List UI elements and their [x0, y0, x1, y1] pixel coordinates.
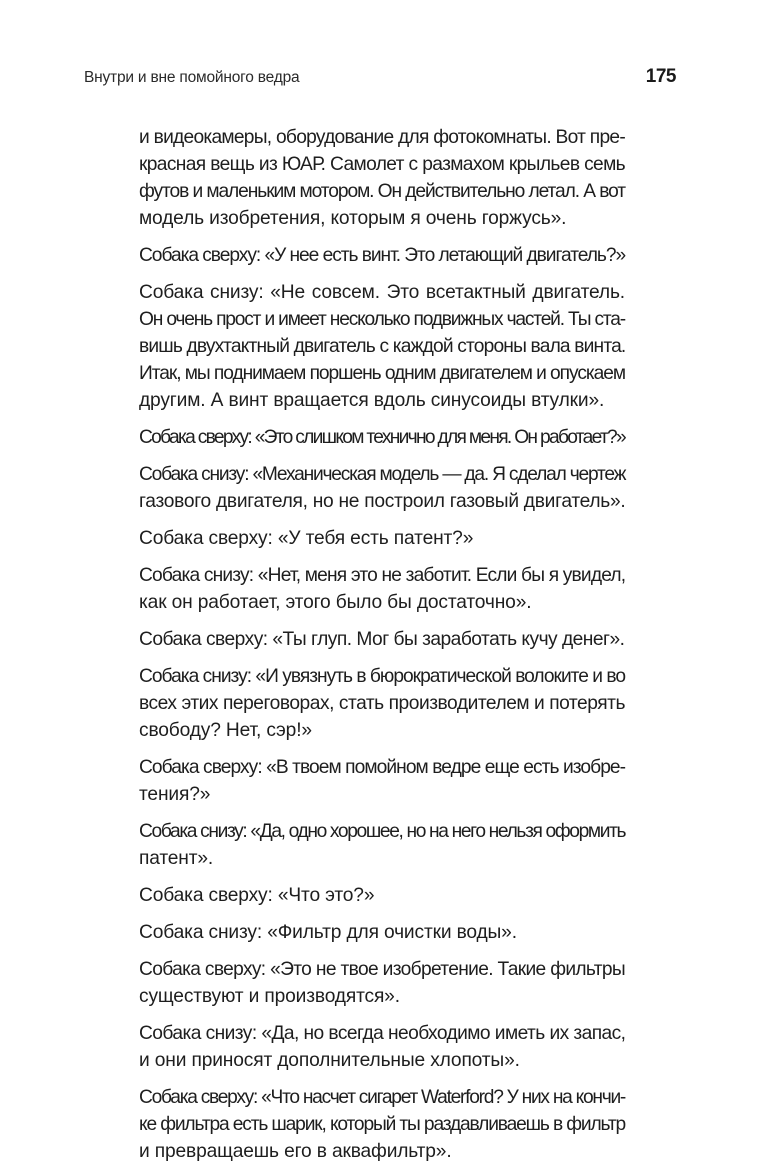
paragraph — [139, 525, 625, 552]
text-line: Собака сверху: «В твоем помойном ведре еще есть изобре- — [139, 757, 626, 778]
text-line: Собака снизу: «И увязнуть в бюрократической волоките и во — [139, 666, 625, 687]
paragraph — [139, 956, 625, 1010]
text-line: красная вещь из ЮАР. Самолет с размахом крыльев семь — [139, 154, 626, 175]
page-number: 175 — [645, 66, 676, 87]
paragraph — [139, 424, 625, 451]
text-line: всех этих переговорах, стать производителем и потерять — [139, 693, 625, 714]
text-line: Собака сверху: «У нее есть винт. Это летающий двигатель?» — [139, 245, 626, 266]
text-line: и видеокамеры, оборудование для фотокомнаты. Вот пре- — [139, 127, 625, 148]
text-line: Собака снизу: «Не совсем. Это всетактный двигатель. — [139, 282, 625, 303]
text-line: как он работает, этого было бы достаточно». — [139, 592, 532, 613]
paragraph — [139, 1020, 625, 1074]
text-line: патент». — [139, 848, 214, 869]
text-line: Собака сверху: «Что это?» — [139, 885, 375, 906]
text-line: футов и маленьким мотором. Он действительно летал. А вот — [139, 181, 625, 202]
paragraph — [139, 882, 625, 909]
paragraph — [139, 818, 625, 872]
text-line: Он очень прост и имеет несколько подвижных частей. Ты ста- — [139, 309, 625, 330]
text-line: и они приносят дополнительные хлопоты». — [139, 1050, 520, 1071]
text-line: существуют и производятся». — [139, 986, 400, 1007]
paragraph — [139, 279, 625, 414]
text-line: вишь двухтактный двигатель с каждой стороны вала винта. — [139, 336, 626, 357]
paragraph — [139, 242, 625, 269]
paragraph — [139, 461, 625, 515]
text-line: свободу? Нет, сэр!» — [139, 720, 312, 741]
text-line: ке фильтра есть шарик, который ты раздавливаешь в фильтр — [139, 1114, 625, 1135]
text-line: и превращаешь его в аквафильтр». — [139, 1141, 452, 1162]
paragraph — [139, 562, 625, 616]
text-line: Собака снизу: «Да, но всегда необходимо иметь их запас, — [139, 1023, 626, 1044]
paragraph — [139, 1084, 625, 1165]
paragraph — [139, 663, 625, 744]
text-line: Собака сверху: «Это не твое изобретение. Такие фильтры — [139, 959, 625, 980]
text-line: Собака снизу: «Да, одно хорошее, но на него нельзя оформить — [139, 821, 626, 842]
running-title: Внутри и вне помойного ведра — [84, 69, 300, 86]
text-line: другим. А винт вращается вдоль синусоиды втулки». — [139, 390, 605, 411]
text-line: Собака сверху: «Что насчет сигарет Waterford? У них на кончи- — [139, 1087, 626, 1108]
text-line: Собака снизу: «Фильтр для очистки воды». — [139, 922, 517, 943]
paragraph — [139, 124, 625, 232]
text-line: Собака сверху: «У тебя есть патент?» — [139, 528, 474, 549]
text-line: тения?» — [139, 784, 211, 805]
text-line: Собака сверху: «Это слишком технично для меня. Он работает?» — [139, 427, 625, 448]
paragraph — [139, 919, 625, 946]
text-line: Собака снизу: «Механическая модель — да. Я сделал чертеж — [139, 464, 626, 485]
running-head — [84, 66, 676, 90]
text-line: Собака сверху: «Ты глуп. Мог бы заработать кучу денег». — [139, 629, 625, 650]
paragraph — [139, 626, 625, 653]
text-line: Собака снизу: «Нет, меня это не заботит. Если бы я увидел, — [139, 565, 626, 586]
text-line: газового двигателя, но не построил газовый двигатель». — [139, 491, 626, 512]
text-line: Итак, мы поднимаем поршень одним двигателем и опускаем — [139, 363, 625, 384]
body-text — [139, 124, 625, 1175]
text-line: модель изобретения, которым я очень горжусь». — [139, 208, 567, 229]
paragraph — [139, 754, 625, 808]
